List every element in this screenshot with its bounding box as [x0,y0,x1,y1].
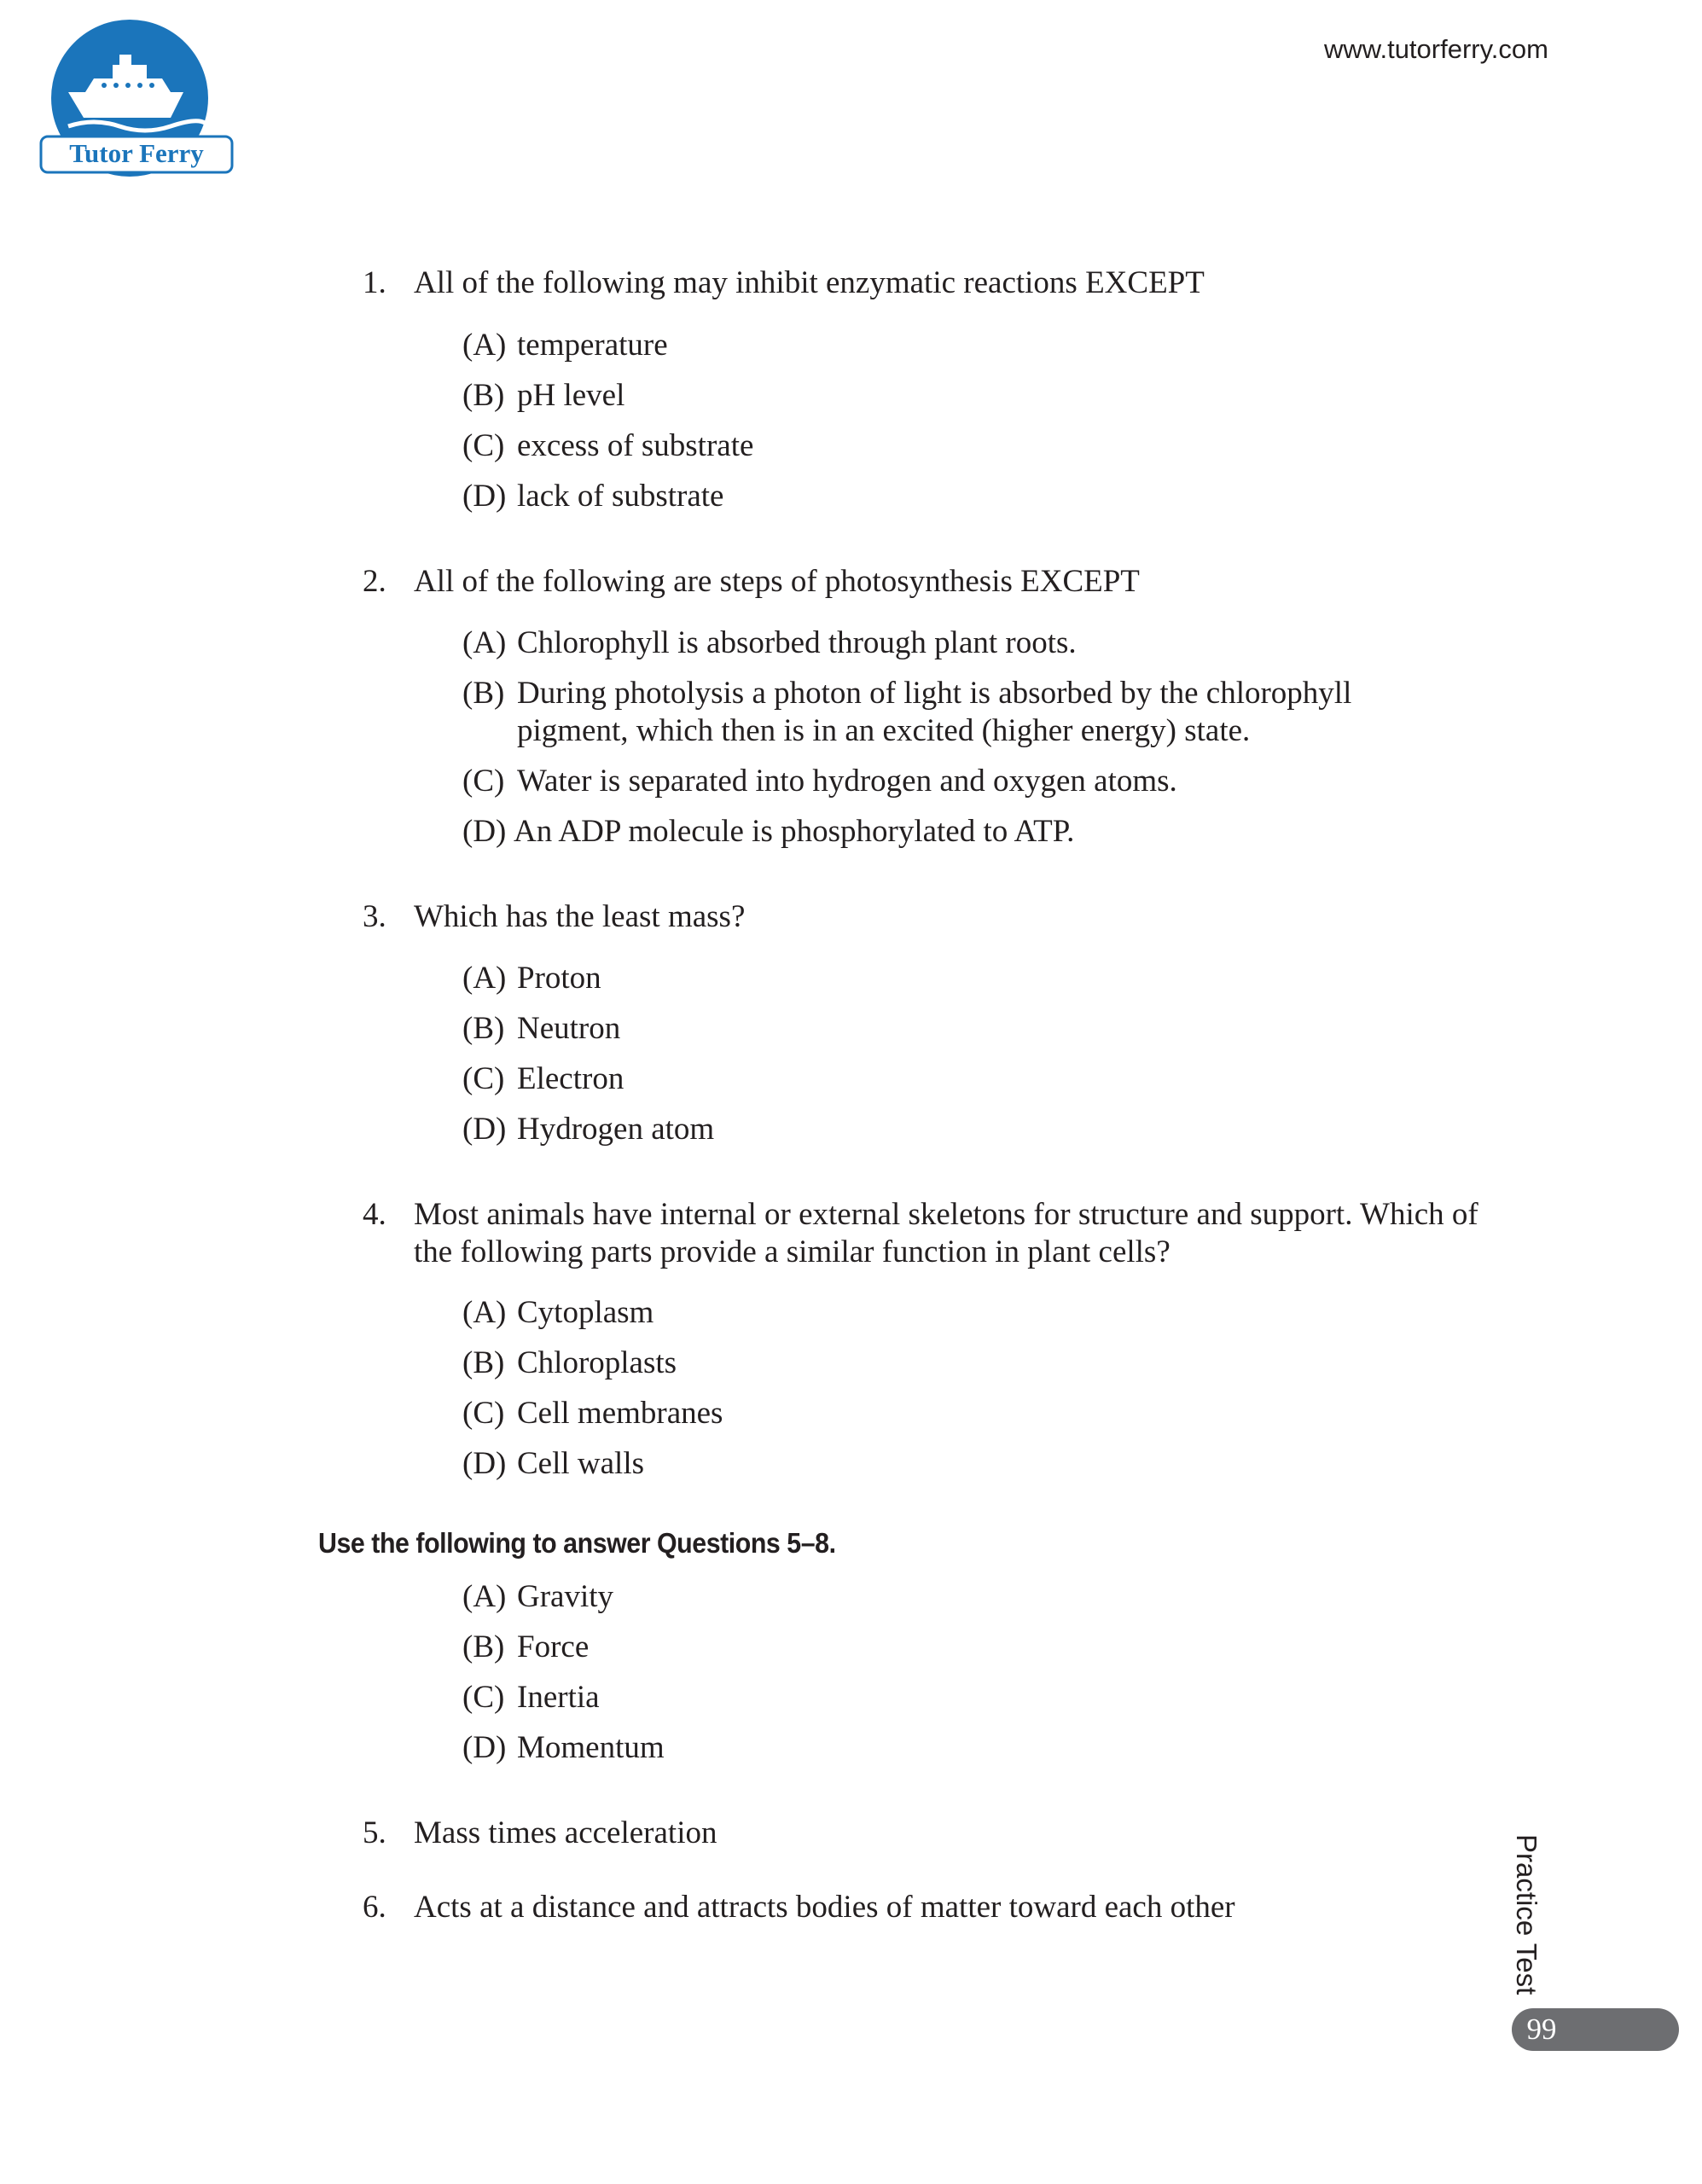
option-text: excess of substrate [517,428,754,463]
question-4-option-c [462,1395,1469,1432]
question-4-option-d [462,1445,1469,1483]
question-6-stem [363,1889,1506,1926]
option-letter: (C) [462,1061,505,1096]
logo-text: Tutor Ferry [69,138,204,168]
option-letter: (A) [462,625,507,660]
question-text: Which has the least mass? [414,899,746,934]
option-text: Neutron [517,1011,621,1046]
question-4-option-b [462,1345,1469,1382]
option-text: Cytoplasm [517,1295,654,1330]
question-3-option-b [462,1010,1469,1048]
option-letter: (D) [462,1446,507,1481]
question-text: All of the following are steps of photosynthesis EXCEPT [414,564,1140,599]
section-heading: Use the following to answer Questions 5–8. [318,1527,836,1559]
option-letter: (C) [462,1396,505,1431]
question-text: All of the following may inhibit enzymatic reactions EXCEPT [414,265,1205,300]
question-1-option-b [462,377,1469,415]
ship-hull-icon [68,92,183,118]
option-letter: (D) [462,1730,507,1765]
option-letter: (C) [462,428,505,463]
question-1-option-c [462,427,1469,465]
question-number: 3. [363,899,386,934]
tutor-ferry-logo [34,17,239,179]
option-text: An ADP molecule is phosphorylated to ATP. [514,814,1075,849]
option-letter: (D) [462,814,507,849]
question-3-option-a [462,960,1469,997]
question-3-option-c [462,1060,1469,1098]
option-text: pH level [517,378,625,413]
option-letter: (B) [462,378,505,413]
question-3-option-d [462,1111,1469,1148]
option-letter: (A) [462,961,507,996]
section-option-a [462,1578,1469,1616]
question-4-option-a [462,1294,1469,1332]
question-1-option-a [462,327,1469,364]
question-2-stem [363,563,1506,601]
option-letter: (B) [462,676,505,711]
question-2-option-b [462,675,1469,750]
option-text: Inertia [517,1680,600,1715]
option-text: During photolysis a photon of light is absorbed by the chlorophyll pigment, which then is in an excited (higher energy) state. [517,676,1352,748]
section-option-d [462,1729,1469,1767]
side-tab [1502,1834,1553,1996]
question-3-stem [363,898,1506,936]
option-text: lack of substrate [517,479,724,514]
question-2-option-a [462,624,1469,662]
option-text: Water is separated into hydrogen and oxygen atoms. [517,764,1177,799]
option-text: Gravity [517,1579,614,1614]
option-text: Cell walls [517,1446,645,1481]
option-text: Momentum [517,1730,665,1765]
question-2-option-d [462,813,1469,851]
option-letter: (B) [462,1011,505,1046]
question-text: Most animals have internal or external skeletons for structure and support. Which of the following parts provide a similar function in plant cells? [414,1197,1478,1269]
option-text: Electron [517,1061,624,1096]
question-4-stem [363,1196,1506,1271]
option-letter: (A) [462,1579,507,1614]
option-text: Hydrogen atom [517,1112,715,1147]
option-text: Chloroplasts [517,1345,677,1380]
question-number: 6. [363,1890,386,1925]
section-option-b [462,1629,1469,1666]
option-letter: (A) [462,328,507,363]
option-text: Force [517,1629,590,1664]
option-letter: (D) [462,479,507,514]
option-text: Chlorophyll is absorbed through plant roots. [517,625,1077,660]
page-number-badge [1512,2008,1679,2051]
question-1-stem [363,264,1506,302]
option-letter: (D) [462,1112,507,1147]
option-text: Proton [517,961,601,996]
option-letter: (B) [462,1629,505,1664]
option-text: Cell membranes [517,1396,723,1431]
question-number: 2. [363,564,386,599]
option-letter: (B) [462,1345,505,1380]
option-letter: (C) [462,764,505,799]
question-number: 1. [363,265,386,300]
question-5-stem [363,1815,1506,1852]
option-letter: (A) [462,1295,507,1330]
option-letter: (C) [462,1680,505,1715]
side-tab-label: Practice Test [1511,1834,1542,1995]
option-text: temperature [517,328,668,363]
question-1-option-d [462,478,1469,515]
section-option-c [462,1679,1469,1716]
question-text: Mass times acceleration [414,1815,717,1850]
site-url[interactable]: www.tutorferry.com [1324,34,1548,64]
question-2-option-c [462,763,1469,800]
question-text: Acts at a distance and attracts bodies of matter toward each other [414,1890,1235,1925]
page-number: 99 [1526,2013,1557,2046]
question-number: 5. [363,1815,386,1850]
question-number: 4. [363,1197,386,1232]
